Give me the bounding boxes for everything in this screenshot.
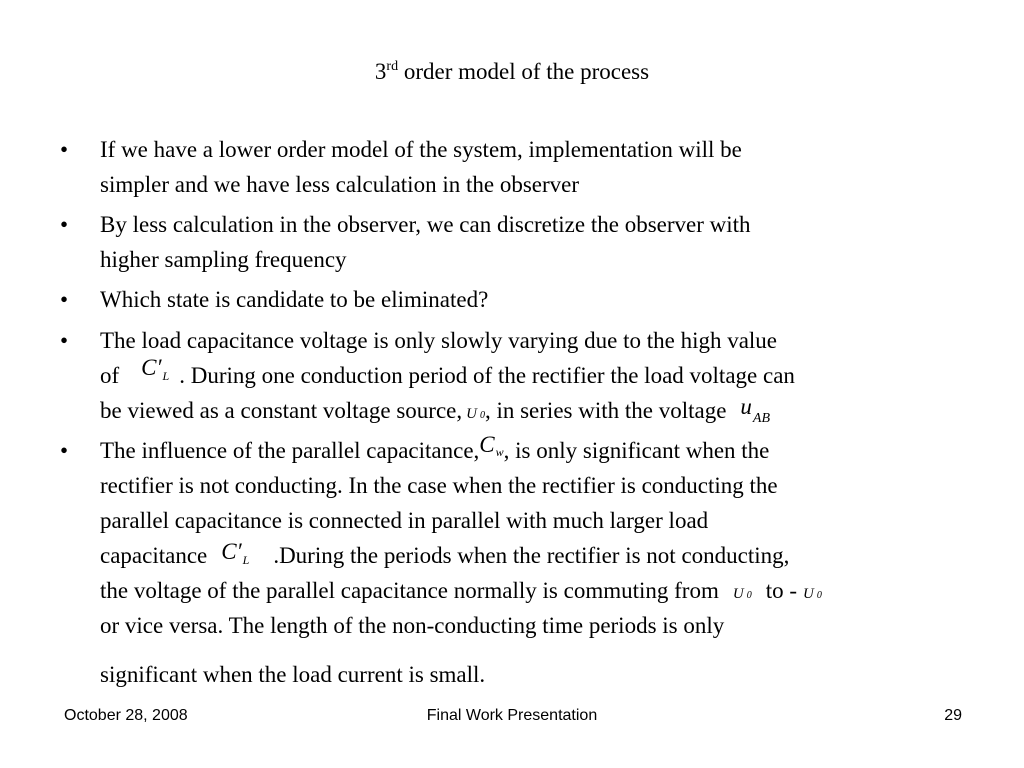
- bullet-4-line-2: [100, 355, 980, 393]
- bullet-marker: •: [60, 287, 69, 312]
- bullet-4-line-3: [100, 393, 980, 428]
- title-superscript: rd: [386, 59, 399, 74]
- bullet-item-2: [60, 207, 980, 277]
- text-fragment: be viewed as a constant voltage source,: [100, 398, 463, 423]
- voltage-uab-symbol: $u_{AB}$: [740, 394, 771, 426]
- voltage-source-symbol: U 0: [732, 586, 752, 602]
- slide-title: [0, 58, 1024, 86]
- bullet-2-line-1: By less calculation in the observer, we can discretize the observer with: [100, 212, 751, 237]
- bullet-5-line-4: [100, 538, 980, 573]
- load-capacitance-symbol: $C'_L$: [141, 355, 170, 383]
- parallel-capacitance-symbol: Cw: [479, 432, 504, 459]
- text-fragment: , in series with the voltage: [484, 398, 727, 423]
- text-fragment: The influence of the parallel capacitance,: [100, 438, 480, 463]
- footer-title: Final Work Presentation: [426, 707, 598, 724]
- text-fragment: of: [100, 363, 120, 388]
- bullet-5-line-7: significant when the load current is small.: [100, 662, 486, 687]
- bullet-item-5: [60, 432, 980, 692]
- footer-date: October 28, 2008: [64, 707, 188, 724]
- bullet-1-line-2: simpler and we have less calculation in the observer: [100, 172, 580, 197]
- title-prefix: 3: [374, 59, 387, 84]
- bullet-1-line-1: If we have a lower order model of the system, implementation will be: [100, 137, 742, 162]
- text-fragment: to -: [765, 578, 798, 603]
- bullet-5-line-1: [100, 433, 980, 468]
- bullet-marker: •: [60, 328, 69, 353]
- text-fragment: .During the periods when the rectifier is not conducting,: [273, 543, 790, 568]
- text-fragment: the voltage of the parallel capacitance normally is commuting from: [100, 578, 719, 603]
- text-fragment: , is only significant when the: [503, 438, 770, 463]
- bullet-5-line-2: rectifier is not conducting. In the case when the rectifier is conducting the: [100, 473, 778, 498]
- bullet-4-line-1: The load capacitance voltage is only slowly varying due to the high value: [100, 328, 778, 353]
- bullet-5-line-6: or vice versa. The length of the non-conducting time periods is only: [100, 613, 725, 638]
- load-capacitance-symbol: $C'_L$: [221, 539, 250, 567]
- bullet-item-1: [60, 132, 980, 202]
- title-text: order model of the process: [403, 59, 650, 84]
- bullet-item-4: [60, 323, 980, 428]
- voltage-source-symbol: U 0: [803, 586, 822, 602]
- bullet-2-line-2: higher sampling frequency: [100, 247, 347, 272]
- bullet-5-line-5: [100, 573, 980, 608]
- bullet-5-line-3: parallel capacitance is connected in parallel with much larger load: [100, 508, 709, 533]
- bullet-marker: •: [60, 137, 69, 162]
- bullet-marker: •: [60, 212, 69, 237]
- voltage-source-symbol: U 0: [466, 406, 485, 422]
- page-number: 29: [944, 707, 962, 724]
- bullet-marker: •: [60, 438, 69, 463]
- bullet-3-line-1: Which state is candidate to be eliminated?: [100, 287, 489, 312]
- text-fragment: capacitance: [100, 543, 208, 568]
- text-fragment: . During one conduction period of the rectifier the load voltage can: [179, 363, 795, 388]
- bullet-item-3: [60, 282, 980, 317]
